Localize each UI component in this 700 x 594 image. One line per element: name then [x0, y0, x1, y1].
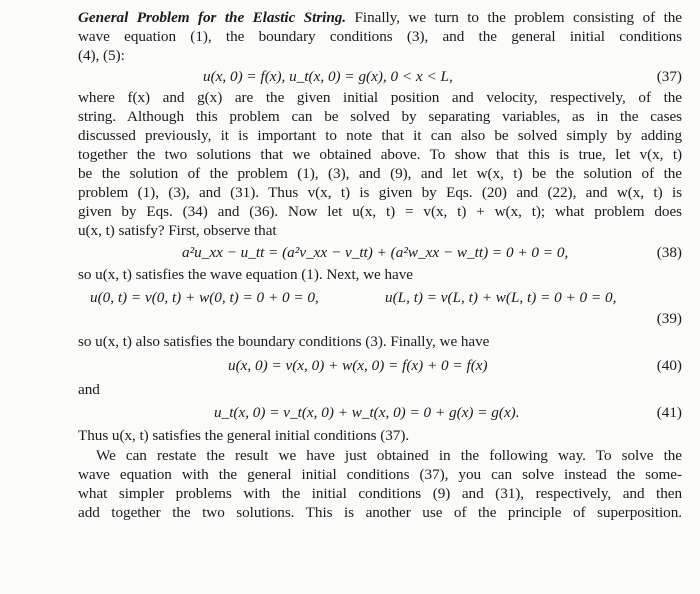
paragraph-line: where f(x) and g(x) are the given initial position and velocity, respectively, of the — [78, 89, 682, 106]
paragraph-line — [78, 8, 682, 27]
paragraph-line: given by Eqs. (34) and (36). Now let u(x, t) = v(x, t) + w(x, t); what problem does — [78, 203, 682, 220]
paragraph-line: problem (1), (3), and (31). Thus v(x, t) is given by Eqs. (20) and (22), and w(x, t) is — [78, 184, 682, 201]
equation-number-40: (40) — [656, 357, 682, 374]
paragraph-line: together the two solutions that we obtained above. To show that this is true, let v(x, t) — [78, 146, 682, 163]
heading-continuation: Finally, we turn to the problem consisting of the — [346, 9, 682, 26]
paragraph-line: add together the two solutions. This is another use of the principle of superposition. — [78, 504, 682, 521]
equation-37: u(x, 0) = f(x), u_t(x, 0) = g(x), 0 < x < L, — [203, 68, 453, 85]
equation-number-37: (37) — [656, 68, 682, 85]
equation-number-41: (41) — [656, 404, 682, 421]
equation-38: a²u_xx − u_tt = (a²v_xx − v_tt) + (a²w_xx − w_tt) = 0 + 0 = 0, — [182, 244, 569, 261]
section-heading: General Problem for the Elastic String. — [78, 9, 347, 26]
equation-40: u(x, 0) = v(x, 0) + w(x, 0) = f(x) + 0 = f(x) — [228, 357, 488, 374]
equation-number-39: (39) — [656, 310, 682, 327]
paragraph-line: be the solution of the problem (1), (3), and (9), and let w(x, t) be the solution of the — [78, 165, 682, 182]
equation-number-38: (38) — [656, 244, 682, 261]
paragraph-line: string. Although this problem can be solved by separating variables, as in the cases — [78, 108, 682, 125]
paragraph-line: We can restate the result we have just obtained in the following way. To solve the — [96, 447, 682, 464]
paragraph-line: wave equation (1), the boundary conditions (3), and the general initial conditions — [78, 28, 682, 45]
equation-39-left: u(0, t) = v(0, t) + w(0, t) = 0 + 0 = 0, — [90, 289, 319, 306]
equation-39-right: u(L, t) = v(L, t) + w(L, t) = 0 + 0 = 0, — [385, 289, 617, 306]
paragraph-line: so u(x, t) satisfies the wave equation (1). Next, we have — [78, 266, 413, 283]
paragraph-line: discussed previously, it is important to note that it can also be solved simply by adding — [78, 127, 682, 144]
paragraph-line: (4), (5): — [78, 47, 125, 64]
paragraph-line: so u(x, t) also satisfies the boundary conditions (3). Finally, we have — [78, 333, 490, 350]
connector-text: and — [78, 381, 100, 398]
paragraph-line: u(x, t) satisfy? First, observe that — [78, 222, 277, 239]
paragraph-line: wave equation with the general initial conditions (37), you can solve instead the some- — [78, 466, 682, 483]
paragraph-line: what simpler problems with the initial conditions (9) and (31), respectively, and then — [78, 485, 682, 502]
paragraph-line: Thus u(x, t) satisfies the general initial conditions (37). — [78, 427, 410, 444]
equation-41: u_t(x, 0) = v_t(x, 0) + w_t(x, 0) = 0 + g(x) = g(x). — [214, 404, 520, 421]
